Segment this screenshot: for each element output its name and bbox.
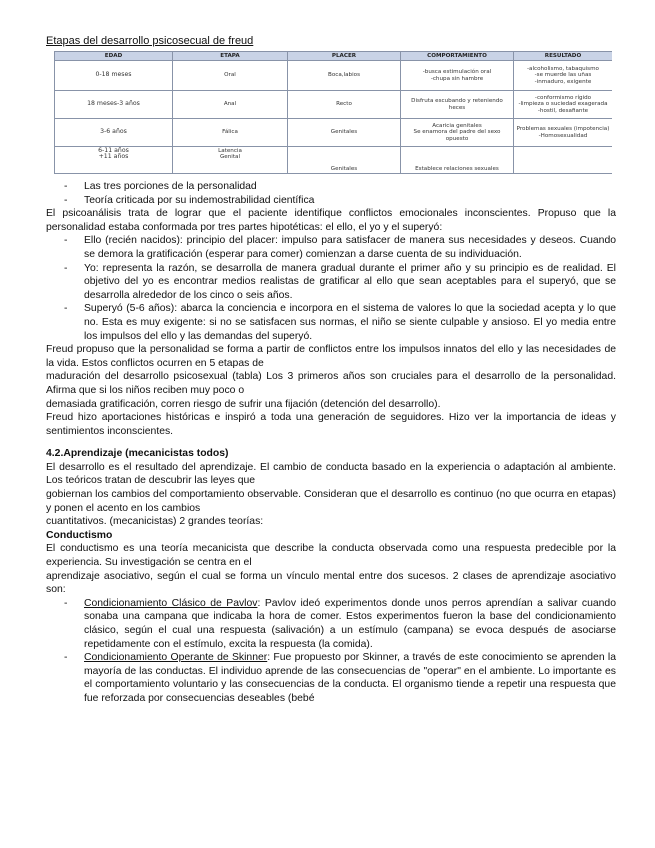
- psychosexual-stages-table-image: [54, 51, 612, 179]
- table-cell: Anal: [173, 91, 288, 119]
- table-cell: -conformismo rígido -limpieza o suciedad exagerada -hostil, desafiante: [514, 91, 613, 119]
- table-cell: -busca estimulación oral -chupa sin hambre: [401, 61, 514, 91]
- table-header-cell: COMPORTAMIENTO: [401, 52, 514, 61]
- bullet-list: [46, 180, 616, 207]
- table-header-row: [55, 52, 613, 61]
- paragraph: El psicoanálisis trata de lograr que el paciente identifique conflictos emocionales inconscientes. Propuso que la personalidad estaba conformada por tres partes hipotéticas: el ello, el yo y el superyó:: [46, 208, 616, 233]
- document-page: [46, 34, 616, 706]
- bullet-list: [46, 234, 616, 343]
- subsection-heading: Conductismo: [46, 529, 113, 541]
- paragraph: gobiernan los cambios del comportamiento observable. Consideran que el desarrollo es continuo (no que ocurra en etapas) y ponen el acento en los cambios: [46, 489, 616, 514]
- paragraph: demasiada gratificación, corren riesgo de sufrir una fijación (detención del desarrollo).: [46, 398, 441, 410]
- paragraph: El desarrollo es el resultado del aprendizaje. El cambio de conducta basado en la experiencia o adaptación al ambiente. Los teóricos tratan de descubrir las leyes que: [46, 461, 616, 487]
- list-item: - Teoría criticada por su indemostrabilidad científica: [46, 194, 616, 208]
- document-title: Etapas del desarrollo psicosecual de freud: [46, 35, 254, 47]
- table-cell: Genitales: [288, 147, 401, 174]
- psychosexual-stages-table: [54, 51, 612, 174]
- list-item: [46, 597, 616, 651]
- table-cell: Latencia Genital: [173, 147, 288, 174]
- table-cell: 0-18 meses: [55, 61, 173, 91]
- bullet-list: [46, 597, 616, 706]
- table-cell: Disfruta escubando y reteniendo heces: [401, 91, 514, 119]
- table-cell: Boca,labios: [288, 61, 401, 91]
- table-header-cell: ETAPA: [173, 52, 288, 61]
- table-cell: Oral: [173, 61, 288, 91]
- table-cell: Fálica: [173, 119, 288, 147]
- table-cell: -alcoholismo, tabaquismo -se muerde las uñas -inmaduro, exigente: [514, 61, 613, 91]
- table-header-cell: EDAD: [55, 52, 173, 61]
- table-cell: 3-6 años: [55, 119, 173, 147]
- term-label: Condicionamiento Clásico de Pavlov: [84, 597, 258, 609]
- paragraph: cuantitativos. (mecanicistas) 2 grandes teorías:: [46, 516, 264, 528]
- list-item: - Yo: representa la razón, se desarrolla de manera gradual durante el primer año y su principio es de realidad. El objetivo del yo es encontrar medios realistas de gratificar al ello que sean aceptables para el superyó, que se desarrolla alrededor de los cinco o seis años.: [46, 262, 616, 303]
- table-cell: 6-11 años +11 años: [55, 147, 173, 174]
- table-cell: [514, 147, 613, 174]
- list-item: - Ello (recién nacidos): principio del placer: impulso para satisfacer de manera sus necesidades y deseos. Cuando se demora la gratificación (esperar para comer) comienzan a darse cuenta de su individuación.: [46, 234, 616, 261]
- section-heading: 4.2.Aprendizaje (mecanicistas todos): [46, 448, 229, 460]
- table-cell: Genitales: [288, 119, 401, 147]
- document-body: [46, 180, 616, 706]
- paragraph: aprendizaje asociativo, según el cual se forma un vínculo mental entre dos sucesos. 2 clases de aprendizaje asociativo son:: [46, 570, 616, 596]
- term-text: : Fue propuesto por Skinner, a través de este conocimiento se aprenden la mayoría de las conductas. El individuo aprende de las consecuencias de "operar" en el ambiente. Lo importante es el comportamiento voluntario y las consecuencias de la conducta. El organismo tiende a repetir una respuesta que fue reforzada por consecuencias deseables (bebé: [84, 652, 616, 704]
- list-item: - Superyó (5-6 años): abarca la conciencia e incorpora en el sistema de valores lo que la sociedad acepta y lo que no. Esta es muy exigente: si no se satisfacen sus normas, el niño se siente culpable y ansioso. El yo media entre los impulsos del ello y las demandas del superyó.: [46, 302, 616, 343]
- term-label: Condicionamiento Operante de Skinner: [84, 652, 268, 664]
- table-row: [55, 61, 613, 91]
- list-item: [46, 651, 616, 705]
- table-header-cell: RESULTADO: [514, 52, 613, 61]
- table-cell: Acaricia genitales Se enamora del padre del sexo opuesto: [401, 119, 514, 147]
- paragraph: maduración del desarrollo psicosexual (tabla) Los 3 primeros años son cruciales para el desarrollo de la personalidad. Afirma que si los niños reciben muy poco o: [46, 371, 616, 396]
- table-cell: Problemas sexuales (impotencia) -Homosexualidad: [514, 119, 613, 147]
- list-item: - Las tres porciones de la personalidad: [46, 180, 616, 194]
- table-cell: Recto: [288, 91, 401, 119]
- table-cell: 18 meses-3 años: [55, 91, 173, 119]
- table-row: [55, 91, 613, 119]
- paragraph: El conductismo es una teoría mecanicista que describe la conducta observada como una respuesta predecible por la experiencia. Su investigación se centra en el: [46, 543, 616, 569]
- paragraph: Freud propuso que la personalidad se forma a partir de conflictos entre los impulsos innatos del ello y las necesidades de la vida. Estos conflictos ocurren en 5 etapas de: [46, 344, 616, 369]
- table-header-cell: PLACER: [288, 52, 401, 61]
- table-cell: Establece relaciones sexuales: [401, 147, 514, 174]
- table-row: [55, 147, 613, 174]
- table-row: [55, 119, 613, 147]
- paragraph: Freud hizo aportaciones históricas e inspiró a toda una generación de seguidores. Hizo ver la importancia de ideas y sentimientos inconscientes.: [46, 412, 616, 437]
- term-text: : Pavlov ideó experimentos donde unos perros aprendían a salivar cuando sonaba una campana que indicaba la hora de comer. Estos experimentos fueron la base del condicionamiento clásico, según el cual una respuesta (salivación) a un estímulo (campana) se evoca después de asociarse repetidamente con el estímulo, excita la respuesta (la comida).: [84, 597, 616, 650]
